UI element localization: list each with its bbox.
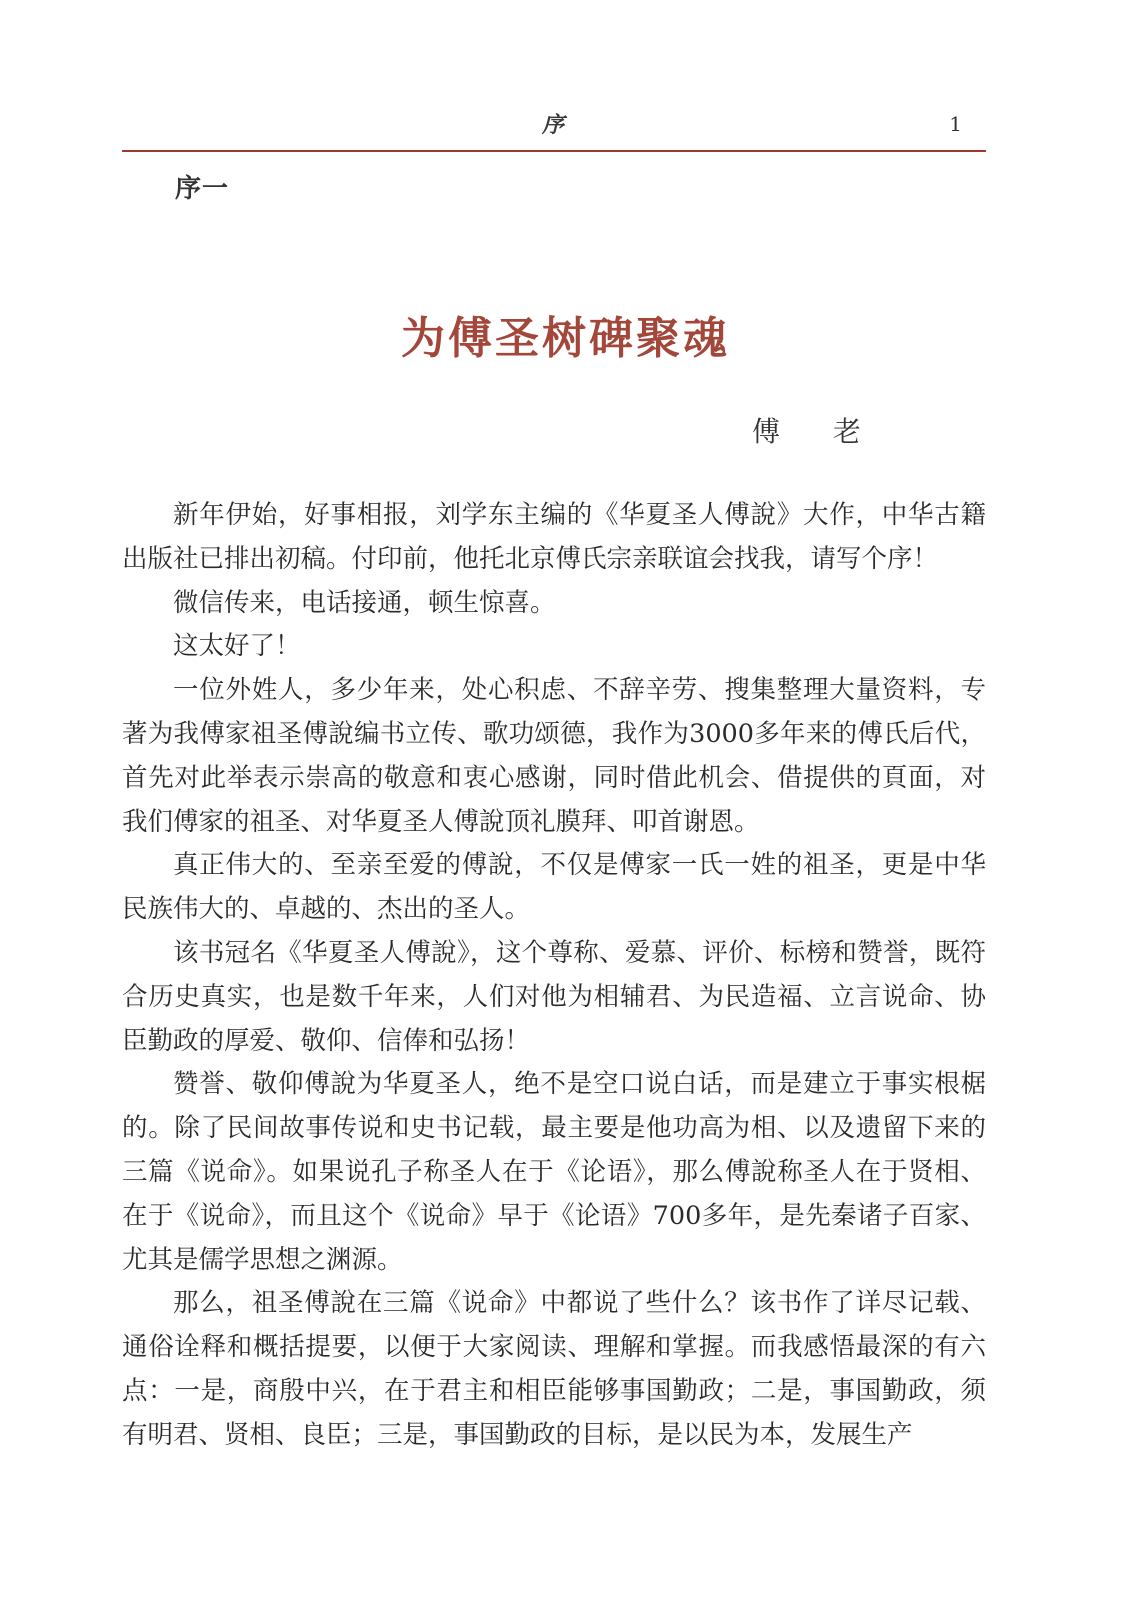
essay-title: 为傅圣树碑聚魂 [401,313,730,364]
page-number: 1 [949,112,962,136]
paragraph: 微信传来，电话接通，顿生惊喜。 [173,587,556,618]
running-head [122,100,986,150]
paragraph: 该书冠名《华夏圣人傅說》，这个尊称、爱慕、评价、标榜和赞誉，既符合历史真实，也是数千年来，人们对他为相辅君、为民造福、立言说命、协臣勤政的厚爱、敬仰、信俸和弘扬！ [122,937,986,1056]
paragraph: 真正伟大的、至亲至爱的傅說，不仅是傅家一氏一姓的祖圣，更是中华民族伟大的、卓越的、杰出的圣人。 [122,850,986,925]
section-label: 序一 [175,174,230,204]
paragraph: 这太好了！ [173,631,301,662]
body-text [122,494,986,1458]
header-divider [122,150,986,152]
paragraph: 一位外姓人，多少年来，处心积虑、不辞辛劳、搜集整理大量资料，专著为我傅家祖圣傅說编书立传、歌功颂德，我作为3000多年来的傅氏后代，首先对此举表示崇高的敬意和衷心感谢，同时借此机会、借提供的頁面，对我们傅家的祖圣、对华夏圣人傅說顶礼膜拜、叩首谢恩。 [122,675,986,837]
author-name: 傅 老 [752,415,883,448]
paragraph: 新年伊始，好事相报，刘学东主编的《华夏圣人傅說》大作，中华古籍出版社已排出初稿。付印前，他托北京傅氏宗亲联谊会找我，请写个序！ [122,500,986,574]
paragraph: 那么，祖圣傅說在三篇《说命》中都说了些什么？该书作了详尽记载、通俗诠释和概括提要，以便于大家阅读、理解和掌握。而我感悟最深的有六点：一是，商殷中兴，在于君主和相臣能够事国勤政；二是，事国勤政，须有明君、贤相、良臣；三是，事国勤政的目标，是以民为本，发展生产 [122,1288,986,1450]
running-title: 序 [541,112,566,138]
paragraph: 赞誉、敬仰傅說为华夏圣人，绝不是空口说白话，而是建立于事实根椐的。除了民间故事传说和史书记载，最主要是他功高为相、以及遗留下来的三篇《说命》。如果说孔子称圣人在于《论语》，那么傅說称圣人在于贤相、在于《说命》，而且这个《说命》早于《论语》700多年，是先秦诸子百家、尤其是儒学思想之渊源。 [122,1069,986,1275]
